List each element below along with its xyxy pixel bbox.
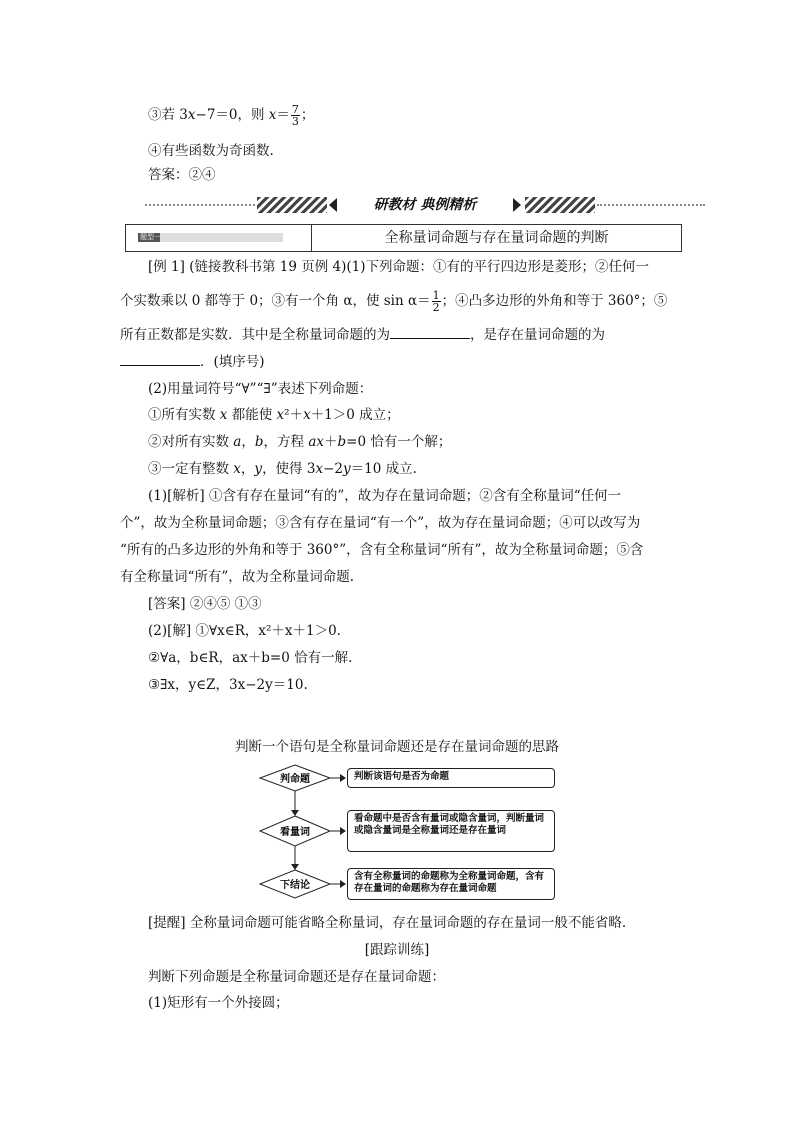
part2-item-3: ③一定有整数 x，y，使得 3x−2y＝10 成立. bbox=[148, 461, 417, 477]
banner-stripes-right bbox=[525, 197, 595, 213]
section-header bbox=[125, 224, 682, 252]
flowchart-title: 判断一个语句是全称量词命题还是存在量词命题的思路 bbox=[235, 739, 559, 755]
section-title: 全称量词命题与存在量词命题的判断 bbox=[384, 230, 609, 246]
follow-question-1: (1)矩形有一个外接圆； bbox=[148, 995, 289, 1011]
arrow-head-icon bbox=[340, 880, 346, 888]
solution-line-2: 个”，故为全称量词命题；③含有存在量词“有一个”，故为存在量词命题；④可以改写为 bbox=[120, 515, 641, 531]
banner-stripes-left bbox=[257, 197, 327, 213]
banner-dots-right bbox=[597, 204, 705, 206]
part2-intro: (2)用量词符号“∀”“∃”表述下列命题： bbox=[148, 381, 373, 397]
section-tag: 题型一 bbox=[138, 233, 283, 242]
arrow-head-icon bbox=[291, 864, 299, 870]
example-line-3: 所有正数都是实数．其中是全称量词命题的为 ，是存在量词命题的为 bbox=[120, 324, 605, 344]
section-banner bbox=[145, 194, 705, 216]
example-line-2: 个实数乘以 0 都等于 0；③有一个角 α，使 sin α＝ $\frac{1}{2}$ ；④凸多边形的外角和等于 360°；⑤ bbox=[120, 289, 668, 314]
banner-dots-left bbox=[145, 204, 255, 206]
arrow-head-icon bbox=[340, 774, 346, 782]
solution-line-1: (1)[解析] ①含有存在量词“有的”，故为存在量词命题；②含有全称量词“任何一 bbox=[148, 488, 622, 504]
decision-label-1: 判命题 bbox=[280, 774, 310, 785]
fraction: $\frac{1}{2}$ bbox=[432, 289, 440, 314]
solution-part2-3: ③∃x，y∈Z，3x−2y＝10. bbox=[148, 677, 308, 693]
part2-item-2: ②对所有实数 a，b，方程 ax＋b=0 恰有一个解； bbox=[148, 434, 452, 450]
solution-part2-1: (2)[解] ①∀x∈R，x²＋x＋1＞0. bbox=[148, 623, 341, 639]
answer-blank-2[interactable] bbox=[120, 351, 200, 366]
flow-box-2: 看命题中是否含有量词或隐含量词，判断量词或隐含量词是全称量词还是存在量词 bbox=[347, 810, 555, 852]
banner-arrow-right-icon bbox=[513, 198, 521, 212]
answer-blank-1[interactable] bbox=[390, 324, 470, 339]
item-4: ④有些函数为奇函数. bbox=[148, 143, 274, 159]
item-3: ③若 3x−7＝0，则 x＝ $\frac{7}{3}$ ； bbox=[148, 103, 315, 128]
flow-box-3: 含有全称量词的命题称为全称量词命题，含有存在量词的命题称为存在量词命题 bbox=[347, 868, 555, 900]
follow-intro: 判断下列命题是全称量词命题还是存在量词命题： bbox=[148, 969, 445, 985]
example-line-4: ．(填序号) bbox=[120, 351, 265, 371]
tip: [提醒] 全称量词命题可能省略全称量词，存在量词命题的存在量词一般不能省略. bbox=[148, 915, 627, 931]
solution-line-3: “所有的凸多边形的外角和等于 360°”，含有全称量词“所有”，故为全称量词命题；⑤含 bbox=[120, 542, 644, 558]
flow-box-1: 判断该语句是否为命题 bbox=[347, 768, 555, 788]
decision-label-3: 下结论 bbox=[280, 880, 310, 891]
solution-line-4: 有全称量词“所有”，故为全称量词命题. bbox=[120, 569, 355, 585]
follow-heading: [跟踪训练] bbox=[364, 942, 430, 958]
decision-label-2: 看量词 bbox=[280, 827, 310, 838]
banner-title: 研教材 典例精析 bbox=[373, 197, 477, 213]
section-header-left bbox=[126, 225, 312, 251]
example-line-1: [例 1] (链接教科书第 19 页例 4)(1)下列命题：①有的平行四边形是菱形；②任何一 bbox=[148, 259, 650, 275]
solution-answer: [答案] ②④⑤ ①③ bbox=[148, 596, 262, 612]
fraction: $\frac{7}{3}$ bbox=[291, 103, 299, 128]
arrow-head-icon bbox=[340, 827, 346, 835]
banner-arrow-left-icon bbox=[329, 198, 337, 212]
flowchart bbox=[255, 760, 565, 910]
solution-part2-2: ②∀a，b∈R，ax＋b=0 恰有一解. bbox=[148, 650, 353, 666]
part2-item-1: ①所有实数 x 都能使 x²＋x＋1＞0 成立； bbox=[148, 407, 400, 423]
arrow-head-icon bbox=[291, 810, 299, 816]
answer-top: 答案：②④ bbox=[148, 167, 216, 183]
